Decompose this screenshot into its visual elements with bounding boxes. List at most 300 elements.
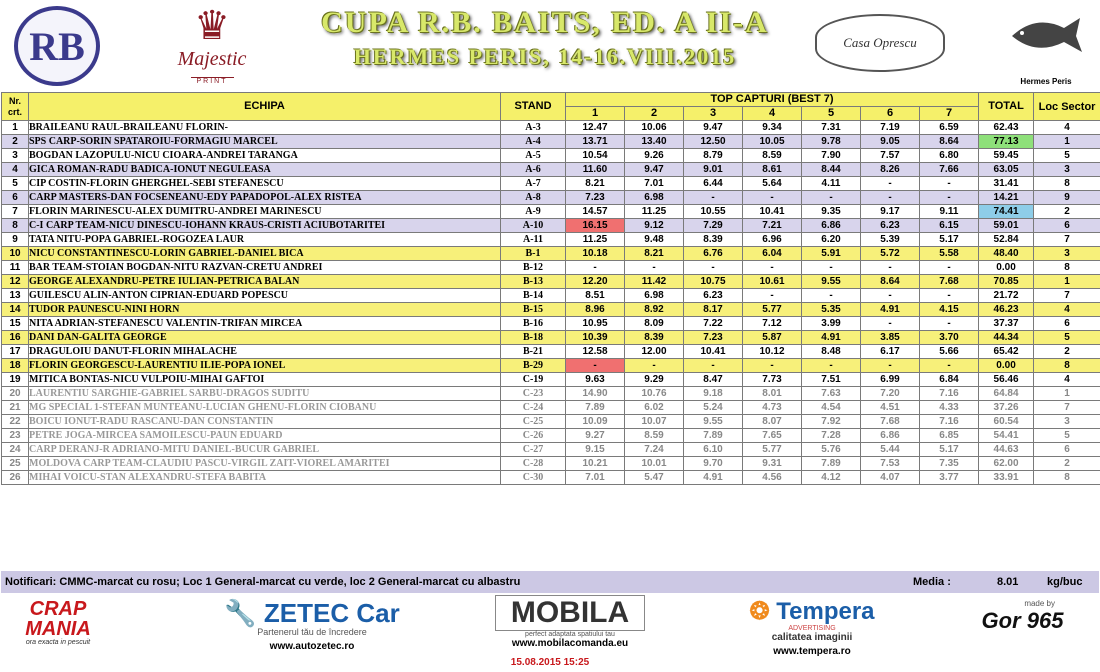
stand-code: B-14 — [501, 289, 566, 303]
table-row — [2, 135, 1100, 149]
table-row — [2, 415, 1100, 429]
capture-4: - — [743, 261, 802, 275]
total-weight: 62.43 — [979, 121, 1034, 135]
total-weight: 59.01 — [979, 219, 1034, 233]
capture-5: 7.63 — [802, 387, 861, 401]
team-name: FLORIN MARINESCU-ALEX DUMITRU-ANDREI MARINESCU — [29, 205, 501, 219]
row-number: 9 — [2, 233, 29, 247]
capture-7: 6.85 — [920, 429, 979, 443]
capture-1: 12.20 — [566, 275, 625, 289]
capture-7: 7.68 — [920, 275, 979, 289]
capture-7: 5.58 — [920, 247, 979, 261]
gor-made-by: made by — [1024, 599, 1055, 608]
title-line-1: CUPA R.B. BAITS, ED. A II-A — [321, 6, 769, 39]
team-name: LAURENTIU SARGHIE-GABRIEL SARBU-DRAGOS SUDITU — [29, 387, 501, 401]
capture-3: 4.91 — [684, 471, 743, 485]
stand-code: C-28 — [501, 457, 566, 471]
team-name: MIHAI VOICU-STAN ALEXANDRU-STEFA BABITA — [29, 471, 501, 485]
stand-code: A-10 — [501, 219, 566, 233]
capture-4: 10.41 — [743, 205, 802, 219]
hermes-name: Hermes Peris — [1020, 77, 1072, 86]
crap-mania-l1: CRAP — [29, 598, 87, 620]
capture-5: 6.86 — [802, 219, 861, 233]
capture-4: - — [743, 289, 802, 303]
capture-2: - — [625, 261, 684, 275]
table-row — [2, 457, 1100, 471]
capture-2: 13.40 — [625, 135, 684, 149]
capture-2: 8.09 — [625, 317, 684, 331]
table-row — [2, 401, 1100, 415]
capture-2: 9.12 — [625, 219, 684, 233]
stand-code: B-29 — [501, 359, 566, 373]
zetec-car-logo — [222, 599, 402, 652]
table-row — [2, 345, 1100, 359]
loc-sector: 3 — [1034, 163, 1100, 177]
capture-3: 12.50 — [684, 135, 743, 149]
total-weight: 54.41 — [979, 429, 1034, 443]
total-weight: 59.45 — [979, 149, 1034, 163]
capture-7: 8.64 — [920, 135, 979, 149]
timestamp: 15.08.2015 15:25 — [510, 657, 590, 668]
capture-4: 10.61 — [743, 275, 802, 289]
loc-sector: 8 — [1034, 359, 1100, 373]
capture-7: - — [920, 191, 979, 205]
capture-7: - — [920, 177, 979, 191]
capture-3: - — [684, 261, 743, 275]
capture-7: 7.16 — [920, 387, 979, 401]
team-name: CARP DERANJ-R ADRIANO-MITU DANIEL-BUCUR GABRIEL — [29, 443, 501, 457]
capture-2: 8.59 — [625, 429, 684, 443]
row-number: 5 — [2, 177, 29, 191]
capture-7: 3.77 — [920, 471, 979, 485]
capture-1: 7.23 — [566, 191, 625, 205]
stand-code: A-8 — [501, 191, 566, 205]
total-weight: 65.42 — [979, 345, 1034, 359]
team-name: CARP MASTERS-DAN FOCSENEANU-EDY PAPADOPOL-ALEX RISTEA — [29, 191, 501, 205]
row-number: 10 — [2, 247, 29, 261]
header-loc-sector: Loc Sector — [1034, 93, 1100, 121]
table-row — [2, 429, 1100, 443]
row-number: 26 — [2, 471, 29, 485]
capture-1: 9.27 — [566, 429, 625, 443]
tempera-swirl-icon: ❂ — [749, 598, 770, 625]
capture-1: 10.95 — [566, 317, 625, 331]
capture-6: 6.99 — [861, 373, 920, 387]
team-name: BOGDAN LAZOPULU-NICU CIOARA-ANDREI TARANGA — [29, 149, 501, 163]
capture-1: 11.60 — [566, 163, 625, 177]
table-row — [2, 317, 1100, 331]
stand-code: C-26 — [501, 429, 566, 443]
header-echipa: ECHIPA — [29, 93, 501, 121]
table-row — [2, 443, 1100, 457]
table-row — [2, 219, 1100, 233]
capture-3: 6.10 — [684, 443, 743, 457]
loc-sector: 8 — [1034, 471, 1100, 485]
capture-5: 4.54 — [802, 401, 861, 415]
media-label: Media : — [913, 576, 951, 588]
total-weight: 44.63 — [979, 443, 1034, 457]
results-body — [2, 121, 1100, 485]
capture-2: 7.01 — [625, 177, 684, 191]
row-number: 18 — [2, 359, 29, 373]
casa-oprescu-logo: Casa Oprescu — [815, 14, 945, 72]
row-number: 22 — [2, 415, 29, 429]
capture-6: 7.53 — [861, 457, 920, 471]
capture-2: 10.76 — [625, 387, 684, 401]
capture-7: 3.70 — [920, 331, 979, 345]
capture-3: 7.29 — [684, 219, 743, 233]
capture-7: 9.11 — [920, 205, 979, 219]
capture-5: 9.78 — [802, 135, 861, 149]
capture-7: 5.17 — [920, 443, 979, 457]
loc-sector: 8 — [1034, 177, 1100, 191]
stand-code: A-5 — [501, 149, 566, 163]
capture-7: 6.84 — [920, 373, 979, 387]
stand-code: B-21 — [501, 345, 566, 359]
capture-5: 4.91 — [802, 331, 861, 345]
table-row — [2, 191, 1100, 205]
header-stand: STAND — [501, 93, 566, 121]
capture-6: 4.51 — [861, 401, 920, 415]
capture-2: 8.92 — [625, 303, 684, 317]
capture-6: 7.20 — [861, 387, 920, 401]
capture-3: 10.75 — [684, 275, 743, 289]
capture-4: - — [743, 191, 802, 205]
stand-code: C-19 — [501, 373, 566, 387]
total-weight: 37.26 — [979, 401, 1034, 415]
capture-4: 7.73 — [743, 373, 802, 387]
header-capture-4: 4 — [743, 107, 802, 121]
total-weight: 60.54 — [979, 415, 1034, 429]
row-number: 13 — [2, 289, 29, 303]
capture-7: 7.16 — [920, 415, 979, 429]
row-number: 1 — [2, 121, 29, 135]
row-number: 17 — [2, 345, 29, 359]
row-number: 2 — [2, 135, 29, 149]
capture-4: 8.61 — [743, 163, 802, 177]
media-value: 8.01 — [997, 576, 1019, 588]
capture-6: 8.64 — [861, 275, 920, 289]
capture-4: 7.21 — [743, 219, 802, 233]
capture-6: 9.05 — [861, 135, 920, 149]
stand-code: B-13 — [501, 275, 566, 289]
table-row — [2, 289, 1100, 303]
header-nr: Nr. crt. — [2, 93, 29, 121]
team-name: GEORGE ALEXANDRU-PETRE IULIAN-PETRICA BALAN — [29, 275, 501, 289]
team-name: DRAGULOIU DANUT-FLORIN MIHALACHE — [29, 345, 501, 359]
capture-5: 7.28 — [802, 429, 861, 443]
row-number: 20 — [2, 387, 29, 401]
loc-sector: 9 — [1034, 191, 1100, 205]
table-row — [2, 331, 1100, 345]
loc-sector: 1 — [1034, 387, 1100, 401]
capture-5: 4.11 — [802, 177, 861, 191]
capture-2: 9.48 — [625, 233, 684, 247]
capture-1: 13.71 — [566, 135, 625, 149]
table-row — [2, 275, 1100, 289]
capture-3: 7.23 — [684, 331, 743, 345]
team-name: GUILESCU ALIN-ANTON CIPRIAN-EDUARD POPESCU — [29, 289, 501, 303]
capture-2: 12.00 — [625, 345, 684, 359]
capture-7: - — [920, 317, 979, 331]
team-name: BRAILEANU RAUL-BRAILEANU FLORIN- — [29, 121, 501, 135]
total-weight: 64.84 — [979, 387, 1034, 401]
team-name: SPS CARP-SORIN SPATAROIU-FORMAGIU MARCEL — [29, 135, 501, 149]
capture-1: 10.09 — [566, 415, 625, 429]
capture-3: 8.79 — [684, 149, 743, 163]
capture-7: - — [920, 359, 979, 373]
crap-mania-logo — [8, 599, 108, 646]
total-weight: 77.13 — [979, 135, 1034, 149]
stand-code: B-16 — [501, 317, 566, 331]
capture-3: 6.44 — [684, 177, 743, 191]
loc-sector: 4 — [1034, 121, 1100, 135]
capture-2: 6.02 — [625, 401, 684, 415]
capture-6: 5.39 — [861, 233, 920, 247]
total-weight: 0.00 — [979, 359, 1034, 373]
header-total: TOTAL — [979, 93, 1034, 121]
capture-5: 7.92 — [802, 415, 861, 429]
capture-1: - — [566, 359, 625, 373]
capture-7: - — [920, 289, 979, 303]
capture-5: 8.44 — [802, 163, 861, 177]
capture-6: 5.72 — [861, 247, 920, 261]
capture-5: - — [802, 359, 861, 373]
fish-icon — [1000, 6, 1092, 77]
row-number: 19 — [2, 373, 29, 387]
stand-code: A-6 — [501, 163, 566, 177]
header-capture-3: 3 — [684, 107, 743, 121]
row-number: 21 — [2, 401, 29, 415]
total-weight: 33.91 — [979, 471, 1034, 485]
capture-7: 6.59 — [920, 121, 979, 135]
capture-1: 10.54 — [566, 149, 625, 163]
capture-2: 8.21 — [625, 247, 684, 261]
capture-1: 14.57 — [566, 205, 625, 219]
loc-sector: 1 — [1034, 275, 1100, 289]
mobila-logo — [495, 595, 645, 649]
total-weight: 74.41 — [979, 205, 1034, 219]
capture-6: 7.19 — [861, 121, 920, 135]
capture-1: 10.21 — [566, 457, 625, 471]
table-row — [2, 121, 1100, 135]
capture-3: 7.89 — [684, 429, 743, 443]
capture-4: 8.07 — [743, 415, 802, 429]
capture-4: 5.77 — [743, 443, 802, 457]
capture-7: - — [920, 261, 979, 275]
capture-3: - — [684, 191, 743, 205]
table-row — [2, 261, 1100, 275]
team-name: BOICU IONUT-RADU RASCANU-DAN CONSTANTIN — [29, 415, 501, 429]
capture-1: 12.47 — [566, 121, 625, 135]
capture-2: 9.29 — [625, 373, 684, 387]
capture-1: 10.18 — [566, 247, 625, 261]
capture-5: 8.48 — [802, 345, 861, 359]
capture-1: 9.63 — [566, 373, 625, 387]
wrench-icon: 🔧 — [224, 598, 257, 628]
capture-2: 8.39 — [625, 331, 684, 345]
capture-4: 4.73 — [743, 401, 802, 415]
total-weight: 52.84 — [979, 233, 1034, 247]
capture-1: 8.51 — [566, 289, 625, 303]
capture-3: 9.01 — [684, 163, 743, 177]
team-name: C-I CARP TEAM-NICU DINESCU-IOHANN KRAUS-CRISTI ACIUBOTARITEI — [29, 219, 501, 233]
capture-1: 8.96 — [566, 303, 625, 317]
capture-6: 3.85 — [861, 331, 920, 345]
row-number: 23 — [2, 429, 29, 443]
row-number: 14 — [2, 303, 29, 317]
capture-5: 7.51 — [802, 373, 861, 387]
row-number: 15 — [2, 317, 29, 331]
table-row — [2, 247, 1100, 261]
loc-sector: 3 — [1034, 247, 1100, 261]
capture-2: 11.25 — [625, 205, 684, 219]
total-weight: 56.46 — [979, 373, 1034, 387]
stand-code: B-12 — [501, 261, 566, 275]
capture-5: 9.55 — [802, 275, 861, 289]
capture-5: 6.20 — [802, 233, 861, 247]
capture-3: 9.47 — [684, 121, 743, 135]
capture-5: - — [802, 191, 861, 205]
total-weight: 0.00 — [979, 261, 1034, 275]
crap-mania-l2: MANIA — [25, 618, 91, 640]
loc-sector: 6 — [1034, 219, 1100, 233]
capture-4: 4.56 — [743, 471, 802, 485]
capture-6: - — [861, 359, 920, 373]
row-number: 6 — [2, 191, 29, 205]
capture-6: 6.17 — [861, 345, 920, 359]
total-weight: 21.72 — [979, 289, 1034, 303]
capture-4: 7.65 — [743, 429, 802, 443]
loc-sector: 2 — [1034, 205, 1100, 219]
header-capture-6: 6 — [861, 107, 920, 121]
row-number: 25 — [2, 457, 29, 471]
capture-1: 16.15 — [566, 219, 625, 233]
loc-sector: 5 — [1034, 331, 1100, 345]
tempera-tagline: calitatea imaginii — [771, 632, 853, 643]
capture-2: 7.24 — [625, 443, 684, 457]
loc-sector: 4 — [1034, 303, 1100, 317]
loc-sector: 8 — [1034, 261, 1100, 275]
capture-5: - — [802, 261, 861, 275]
capture-3: - — [684, 359, 743, 373]
capture-6: 4.91 — [861, 303, 920, 317]
capture-6: 9.17 — [861, 205, 920, 219]
total-weight: 31.41 — [979, 177, 1034, 191]
capture-1: 8.21 — [566, 177, 625, 191]
header — [0, 0, 1100, 92]
capture-7: 4.15 — [920, 303, 979, 317]
stand-code: C-25 — [501, 415, 566, 429]
capture-6: 6.86 — [861, 429, 920, 443]
zetec-name: ZETEC Car — [263, 598, 400, 628]
capture-1: - — [566, 261, 625, 275]
loc-sector: 4 — [1034, 373, 1100, 387]
capture-2: 6.98 — [625, 191, 684, 205]
total-weight: 48.40 — [979, 247, 1034, 261]
team-name: NITA ADRIAN-STEFANESCU VALENTIN-TRIFAN MIRCEA — [29, 317, 501, 331]
total-weight: 14.21 — [979, 191, 1034, 205]
capture-5: - — [802, 289, 861, 303]
team-name: DANI DAN-GALITA GEORGE — [29, 331, 501, 345]
stand-code: C-30 — [501, 471, 566, 485]
capture-3: 7.22 — [684, 317, 743, 331]
loc-sector: 1 — [1034, 135, 1100, 149]
capture-6: - — [861, 177, 920, 191]
hermes-peris-logo — [1000, 6, 1092, 86]
loc-sector: 7 — [1034, 233, 1100, 247]
tempera-name: Tempera — [776, 598, 875, 625]
capture-4: 8.01 — [743, 387, 802, 401]
loc-sector: 6 — [1034, 317, 1100, 331]
capture-7: 5.66 — [920, 345, 979, 359]
capture-4: 7.12 — [743, 317, 802, 331]
capture-2: 10.06 — [625, 121, 684, 135]
capture-4: 6.04 — [743, 247, 802, 261]
capture-7: 6.15 — [920, 219, 979, 233]
tempera-logo — [722, 599, 902, 657]
team-name: MG SPECIAL 1-STEFAN MUNTEANU-LUCIAN GHENU-FLORIN CIOBANU — [29, 401, 501, 415]
capture-6: 5.44 — [861, 443, 920, 457]
stand-code: A-4 — [501, 135, 566, 149]
capture-4: 9.34 — [743, 121, 802, 135]
capture-3: 8.47 — [684, 373, 743, 387]
capture-6: - — [861, 289, 920, 303]
table-row — [2, 387, 1100, 401]
capture-4: 10.05 — [743, 135, 802, 149]
loc-sector: 2 — [1034, 457, 1100, 471]
team-name: CIP COSTIN-FLORIN GHERGHEL-SEBI STEFANESCU — [29, 177, 501, 191]
capture-3: 8.39 — [684, 233, 743, 247]
row-number: 11 — [2, 261, 29, 275]
zetec-tagline: Partenerul tău de încredere — [257, 627, 367, 637]
capture-4: 8.59 — [743, 149, 802, 163]
table-row — [2, 205, 1100, 219]
total-weight: 46.23 — [979, 303, 1034, 317]
total-weight: 70.85 — [979, 275, 1034, 289]
table-row — [2, 163, 1100, 177]
capture-6: - — [861, 191, 920, 205]
header-capture-7: 7 — [920, 107, 979, 121]
capture-3: 10.55 — [684, 205, 743, 219]
loc-sector: 7 — [1034, 401, 1100, 415]
capture-6: 7.68 — [861, 415, 920, 429]
capture-3: 9.70 — [684, 457, 743, 471]
table-row — [2, 233, 1100, 247]
capture-2: 9.26 — [625, 149, 684, 163]
team-name: GICA ROMAN-RADU BADICA-IONUT NEGULEASA — [29, 163, 501, 177]
capture-3: 6.23 — [684, 289, 743, 303]
capture-7: 5.17 — [920, 233, 979, 247]
page-title — [290, 6, 800, 70]
capture-5: 4.12 — [802, 471, 861, 485]
capture-1: 9.15 — [566, 443, 625, 457]
stand-code: C-23 — [501, 387, 566, 401]
stand-code: C-27 — [501, 443, 566, 457]
row-number: 12 — [2, 275, 29, 289]
capture-5: 7.90 — [802, 149, 861, 163]
loc-sector: 3 — [1034, 415, 1100, 429]
capture-4: 6.96 — [743, 233, 802, 247]
capture-4: 5.87 — [743, 331, 802, 345]
loc-sector: 5 — [1034, 429, 1100, 443]
media-unit: kg/buc — [1047, 576, 1083, 588]
majestic-sub: PRINT — [191, 77, 234, 85]
header-capture-1: 1 — [566, 107, 625, 121]
team-name: PETRE JOGA-MIRCEA SAMOILESCU-PAUN EDUARD — [29, 429, 501, 443]
capture-2: 9.47 — [625, 163, 684, 177]
stand-code: A-9 — [501, 205, 566, 219]
